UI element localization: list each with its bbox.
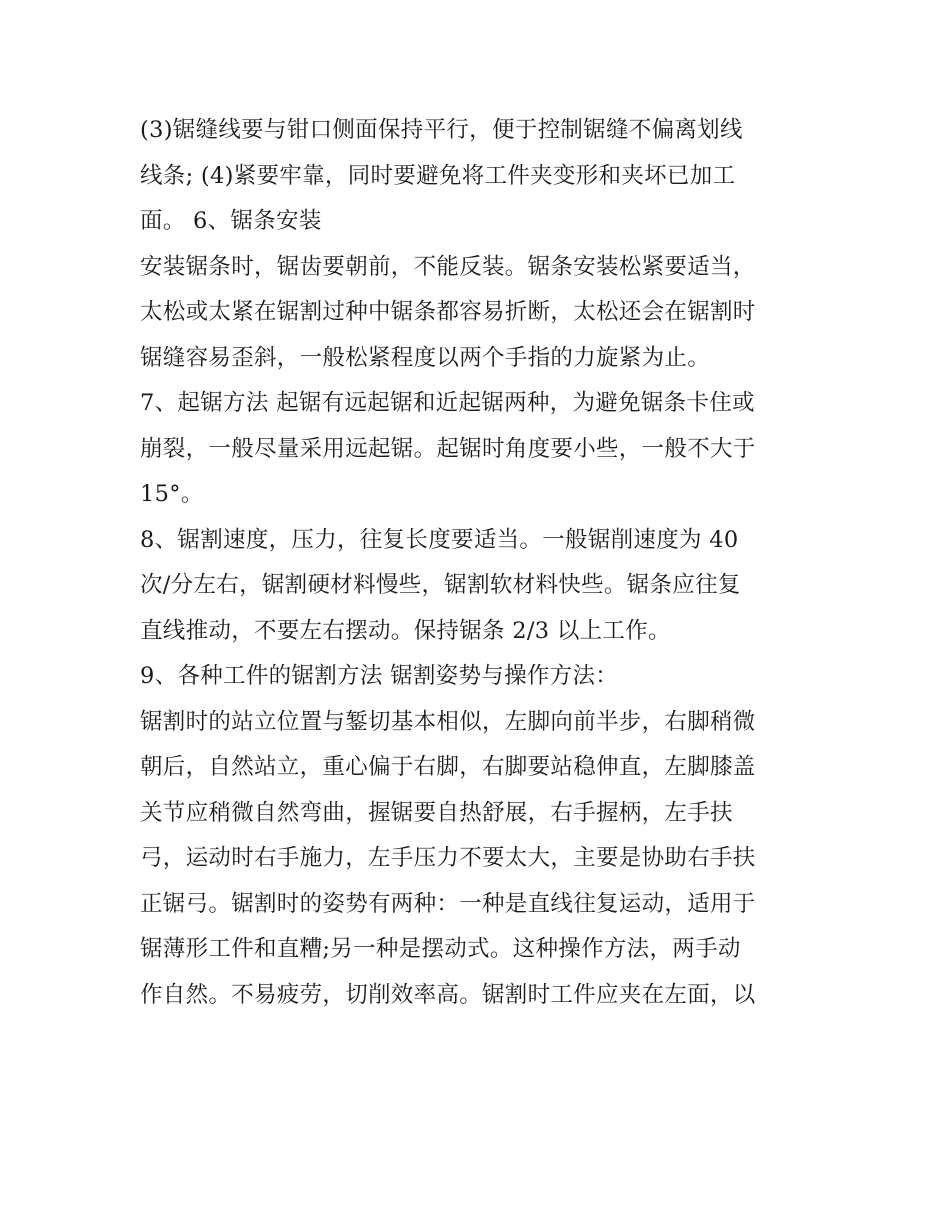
text-line: 锯薄形工件和直糟;另一种是摆动式。这种操作方法，两手动: [140, 936, 741, 962]
text-line: 太松或太紧在锯割过种中锯条都容易折断，太松还会在锯割时: [140, 299, 756, 325]
text-line: 线条; (4)紧要牢靠，同时要避免将工件夹变形和夹坏已加工: [140, 162, 736, 189]
text-line: (3)锯缝线要与钳口侧面保持平行，便于控制锯缝不偏离划线: [140, 117, 743, 143]
text-line: 锯缝容易歪斜，一般松紧程度以两个手指的力旋紧为止。: [140, 344, 711, 371]
text-line: 9、各种工件的锯割方法 锯割姿势与操作方法：: [140, 663, 619, 689]
text-line: 7、起锯方法 起锯有远起锯和近起锯两种，为避免锯条卡住或: [140, 390, 755, 416]
text-line: 正锯弓。锯割时的姿势有两种：一种是直线往复运动，适用于: [140, 890, 756, 917]
text-line: 朝后，自然站立，重心偏于右脚，右脚要站稳伸直，左脚膝盖: [140, 754, 756, 780]
text-line: 次/分左右，锯割硬材料慢些，锯割软材料快些。锯条应往复: [140, 572, 741, 598]
text-line: 8、锯割速度，压力，往复长度要适当。一般锯削速度为 40: [140, 526, 739, 553]
text-line: 面。 6、锯条安装: [140, 208, 322, 234]
text-line: 锯割时的站立位置与錾切基本相似，左脚向前半步，右脚稍微: [140, 708, 756, 735]
text-line: 直线推动，不要左右摆动。保持锯条 2/3 以上工作。: [140, 617, 671, 644]
text-line: 崩裂，一般尽量采用远起锯。起锯时角度要小些，一般不大于: [140, 435, 756, 462]
text-line: 安装锯条时，锯齿要朝前，不能反装。锯条安装松紧要适当，: [140, 253, 756, 280]
text-line: 关节应稍微自然弯曲，握锯要自热舒展，右手握柄，左手扶: [140, 799, 733, 826]
text-line: 作自然。不易疲劳，切削效率高。锯割时工件应夹在左面，以: [140, 981, 756, 1008]
body-text: [140, 108, 830, 1018]
text-line: 弓，运动时右手施力，左手压力不要太大，主要是协助右手扶: [140, 845, 756, 871]
text-line: 15°。: [140, 481, 204, 507]
